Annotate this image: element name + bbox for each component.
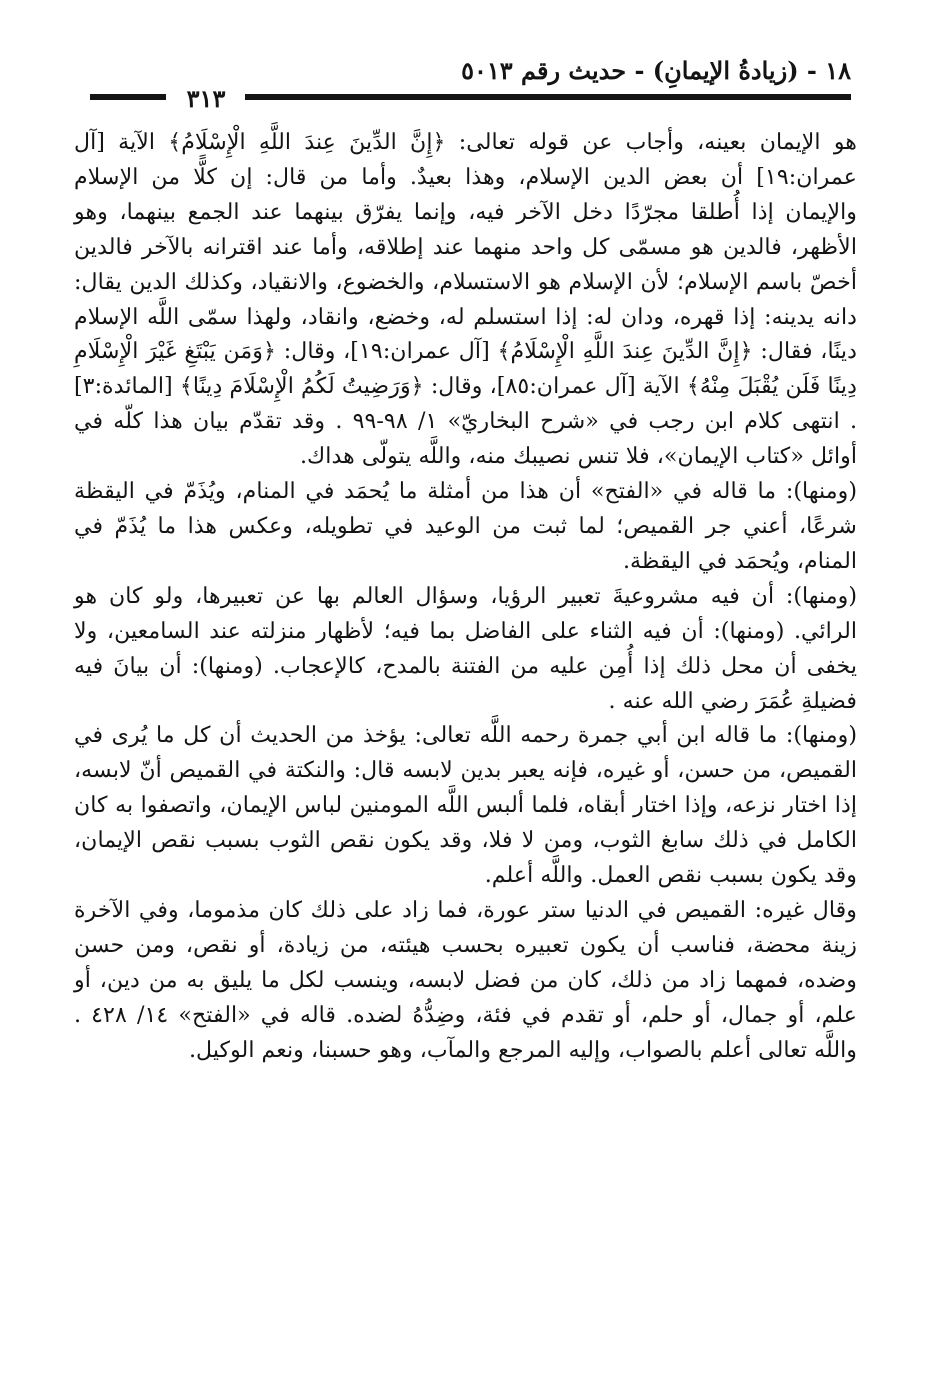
header-rule-right: [245, 94, 851, 100]
page-body: [74, 125, 857, 1067]
header-rules: [90, 84, 851, 113]
paragraph-5: وقال غيره: القميص في الدنيا ستر عورة، فما زاد على ذلك كان مذموما، وفي الآخرة زينة محضة، فناسب أن يكون تعبيره بحسب هيئته، من زيادة، أو نقص، ومن حسن وضده، فمهما زاد من ذلك، كان من فضل لابسه، وينسب لكل ما يليق به من دين، أو علم، أو جمال، أو حلم، أو تقدم في فئة، وضِدُّهُ لضده. قاله في «الفتح» ١٤/ ٤٢٨ . واللَّه تعالى أعلم بالصواب، وإليه المرجع والمآب، وهو حسبنا، ونعم الوكيل.: [74, 896, 857, 1063]
paragraph-4: (ومنها): ما قاله ابن أبي جمرة رحمه اللَّه تعالى: يؤخذ من الحديث أن كل ما يُرى في القميص، من حسن، أو غيره، فإنه يعبر بدين لابسه قال: والنكتة في القميص أنّ لابسه، إذا اختار نزعه، وإذا اختار أبقاه، فلما ألبس اللَّه المومنين لباس الإيمان، واتصفوا به كان الكامل في ذلك سابغ الثوب، ومن لا فلا، وقد يكون نقص الثوب بسبب نقص الإيمان، وقد يكون بسبب نقص العمل. واللَّه أعلم.: [74, 722, 857, 889]
page-header: [90, 56, 851, 113]
paragraph-3: (ومنها): أن فيه مشروعيةَ تعبير الرؤيا، وسؤال العالم بها عن تعبيرها، ولو كان هو الرائي. (ومنها): أن فيه الثناء على الفاضل بما فيه؛ لأظهار منزلته عند السامعين، ولا يخفى أن محل ذلك إذا أُمِن عليه من الفتنة بالمدح، كالإعجاب. (ومنها): أن بيانَ فيه فضيلةِ عُمَرَ رضي الله عنه .: [74, 582, 857, 714]
header-rule-left: [90, 94, 166, 100]
paragraph-2: (ومنها): ما قاله في «الفتح» أن هذا من أمثلة ما يُحمَد في المنام، ويُذَمّ في اليقظة شرعًا، أعني جر القميص؛ لما ثبت من الوعيد في تطويله، وعكس هذا ما يُذَمّ في المنام، ويُحمَد في اليقظة.: [74, 478, 857, 574]
running-title: ١٨ - (زيادةُ الإيمانِ) - حديث رقم ٥٠١٣: [461, 56, 851, 85]
paragraph-1: هو الإيمان بعينه، وأجاب عن قوله تعالى: ﴿إِنَّ الدِّينَ عِندَ اللَّهِ الْإِسْلَامُ﴾ الآية [آل عمران:١٩] أن بعض الدين الإسلام، وهذا بعيدٌ. وأما من قال: إن كلًّا من الإسلام والإيمان إذا أُطلقا مجرّدًا دخل الآخر فيه، وإنما يفرّق بينهما عند الجمع بينهما، وهو الأظهر، فالدين هو مسمّى كل واحد منهما عند إطلاقه، وأما عند اقترانه بالآخر فالدين أخصّ باسم الإسلام؛ لأن الإسلام هو الاستسلام، والخضوع، والانقياد، وكذلك الدين يقال: دانه يدينه: إذا قهره، ودان له: إذا استسلم له، وخضع، وانقاد، ولهذا سمّى اللَّه الإسلام دينًا، فقال: ﴿إِنَّ الدِّينَ عِندَ اللَّهِ الْإِسْلَامُ﴾ [آل عمران:١٩]، وقال: ﴿وَمَن يَبْتَغِ غَيْرَ الْإِسْلَامِ دِينًا فَلَن يُقْبَلَ مِنْهُ﴾ الآية [آل عمران:٨٥]، وقال: ﴿وَرَضِيتُ لَكُمُ الْإِسْلَامَ دِينًا﴾ [المائدة:٣] . انتهى كلام ابن رجب في «شرح البخاريّ» ١/ ٩٨-٩٩ . وقد تقدّم بيان هذا كلّه في أوائل «كتاب الإيمان»، فلا تنس نصيبك منه، واللَّه يتولّى هداك.: [74, 129, 857, 470]
page-number: ٣١٣: [186, 84, 226, 113]
